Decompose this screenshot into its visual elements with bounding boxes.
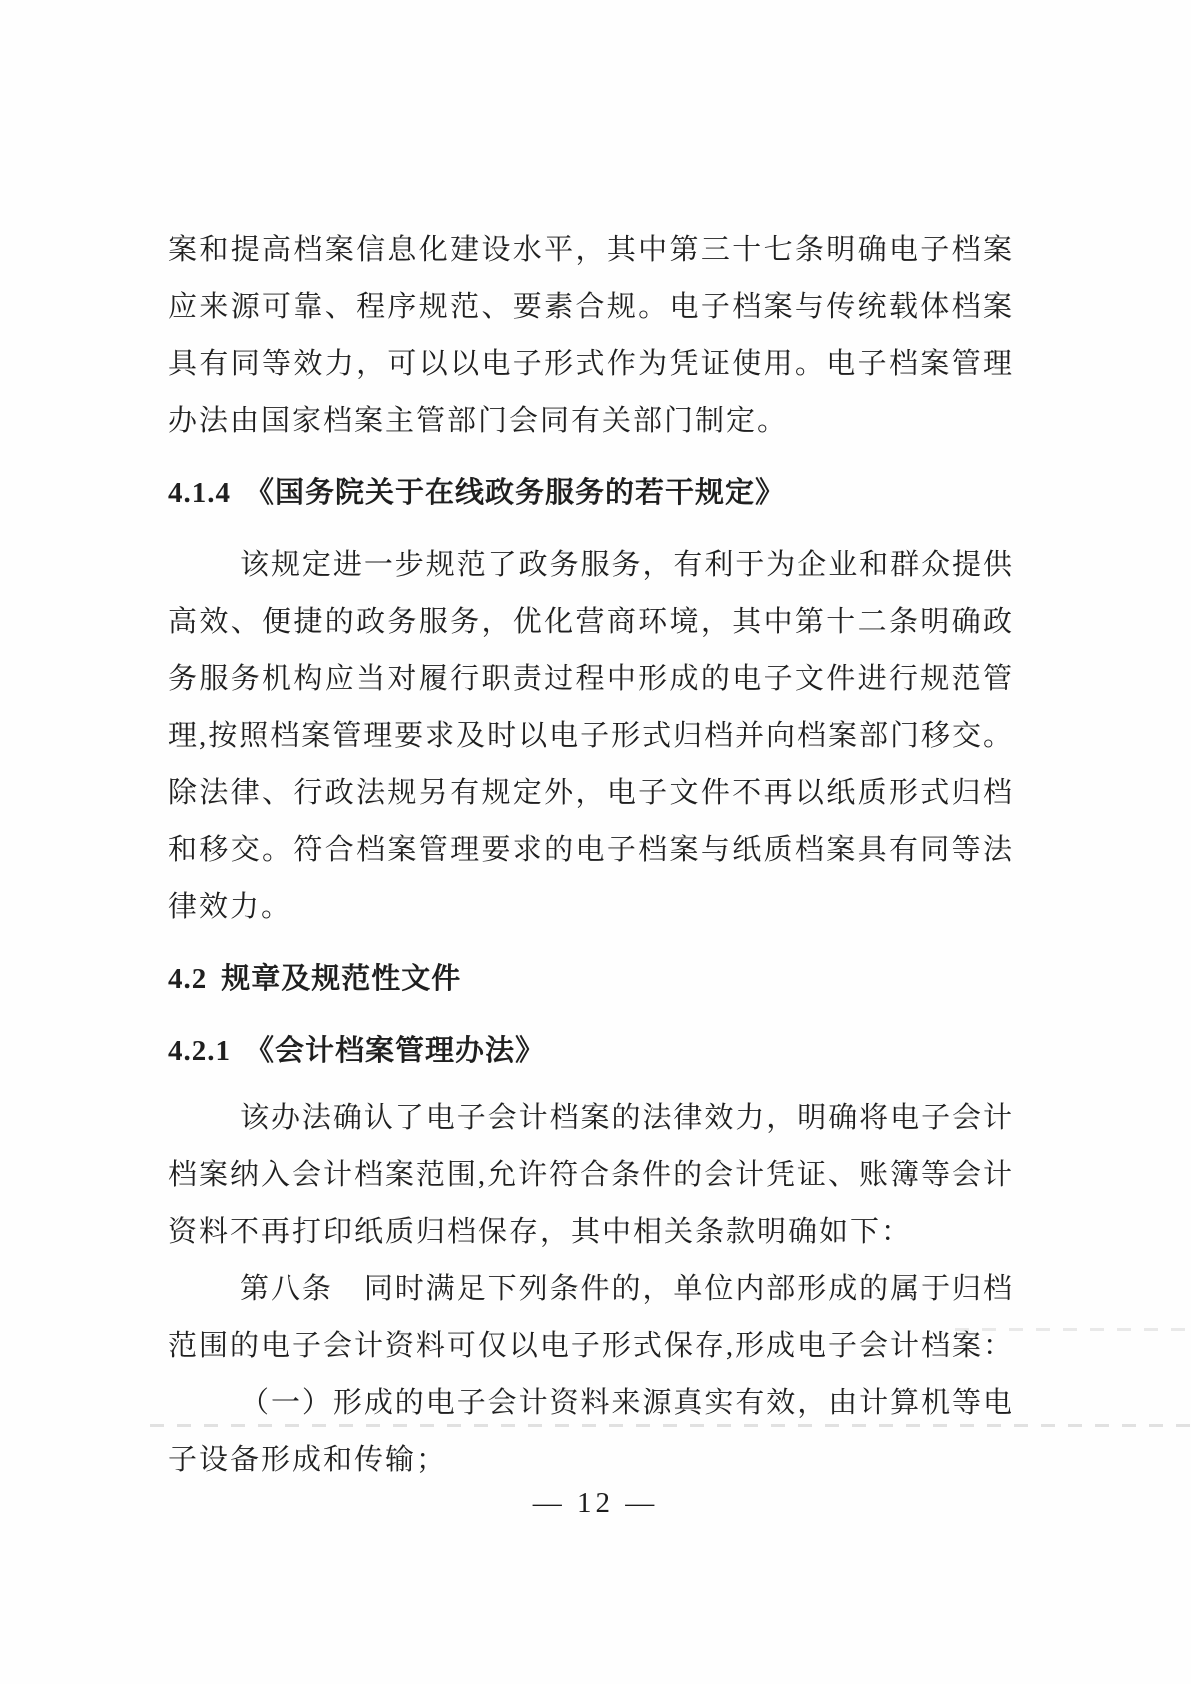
text-line: 务服务机构应当对履行职责过程中形成的电子文件进行规范管 xyxy=(168,663,1012,695)
heading-title: 规章及规范性文件 xyxy=(221,963,462,995)
document-content xyxy=(168,222,1012,1489)
text-line: 该办法确认了电子会计档案的法律效力，明确将电子会计 xyxy=(240,1102,1012,1134)
heading-number: 4.1.4 xyxy=(168,477,231,509)
paragraph-continuation xyxy=(168,222,1012,450)
text-line: 具有同等效力，可以以电子形式作为凭证使用。电子档案管理 xyxy=(168,348,1012,380)
page-number-footer xyxy=(0,1477,1191,1529)
text-line: 第八条 同时满足下列条件的，单位内部形成的属于归档 xyxy=(240,1273,1012,1305)
heading-number: 4.2.1 xyxy=(168,1035,231,1067)
section-heading-4-1-4 xyxy=(168,465,1012,522)
heading-title: 《国务院关于在线政务服务的若干规定》 xyxy=(245,477,786,509)
text-line: 高效、便捷的政务服务，优化营商环境，其中第十二条明确政 xyxy=(168,606,1012,638)
text-line: 律效力。 xyxy=(168,891,293,923)
section-heading-4-2-1 xyxy=(168,1023,1012,1080)
paragraph-accounting-measures xyxy=(168,1090,1012,1261)
page-number-label: — 12 — xyxy=(532,1487,659,1519)
text-line: 该规定进一步规范了政务服务，有利于为企业和群众提供 xyxy=(240,549,1012,581)
text-line: 理,按照档案管理要求及时以电子形式归档并向档案部门移交。 xyxy=(168,720,1012,752)
text-line: 范围的电子会计资料可仅以电子形式保存,形成电子会计档案： xyxy=(168,1330,1012,1362)
paragraph-article-8 xyxy=(168,1261,1012,1375)
text-line: 子设备形成和传输； xyxy=(168,1444,448,1476)
heading-title: 《会计档案管理办法》 xyxy=(245,1035,546,1067)
paragraph-regulation xyxy=(168,537,1012,936)
text-line: 资料不再打印纸质归档保存，其中相关条款明确如下： xyxy=(168,1216,913,1248)
text-line: 和移交。符合档案管理要求的电子档案与纸质档案具有同等法 xyxy=(168,834,1012,866)
text-line: 案和提高档案信息化建设水平，其中第三十七条明确电子档案 xyxy=(168,234,1012,266)
paragraph-item-1 xyxy=(168,1375,1012,1489)
heading-number: 4.2 xyxy=(168,963,208,995)
text-line: 办法由国家档案主管部门会同有关部门制定。 xyxy=(168,405,789,437)
text-line: 应来源可靠、程序规范、要素合规。电子档案与传统载体档案 xyxy=(168,291,1012,323)
text-line: 档案纳入会计档案范围,允许符合条件的会计凭证、账簿等会计 xyxy=(168,1159,1012,1191)
section-heading-4-2 xyxy=(168,951,1012,1008)
text-line: （一）形成的电子会计资料来源真实有效，由计算机等电 xyxy=(240,1387,1012,1419)
text-line: 除法律、行政法规另有规定外，电子文件不再以纸质形式归档 xyxy=(168,777,1012,809)
